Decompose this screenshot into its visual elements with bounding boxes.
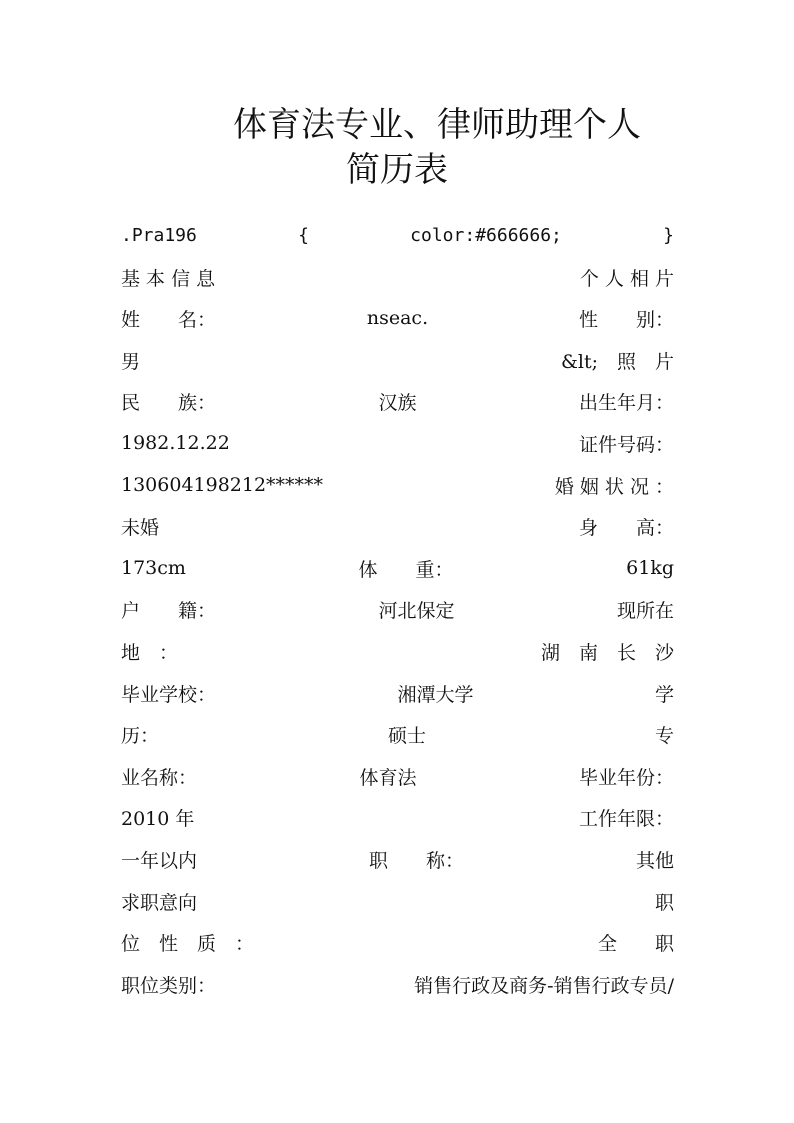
resume-cell: 职 称：	[368, 849, 464, 872]
resume-row	[121, 844, 674, 874]
resume-cell: 民 族：	[121, 391, 217, 414]
resume-cell: 婚 姻 状 况 ：	[554, 475, 674, 498]
resume-cell: 体育法	[359, 766, 417, 789]
resume-title-line-1: 体育法专业、律师助理个人	[233, 105, 641, 145]
resume-row	[121, 262, 674, 292]
resume-cell: 2010 年	[121, 807, 195, 830]
resume-cell: 专	[654, 724, 674, 747]
resume-row	[121, 511, 674, 541]
resume-row	[121, 636, 674, 666]
resume-cell: 销售行政及商务-销售行政专员/	[414, 974, 674, 997]
resume-cell: 职位类别：	[121, 974, 217, 997]
resume-cell: 130604198212******	[121, 474, 324, 496]
resume-cell: 其他	[635, 849, 674, 872]
resume-cell: color:#666666;	[410, 224, 562, 246]
resume-row	[121, 927, 674, 957]
resume-row	[121, 470, 674, 500]
resume-cell: 一年以内	[121, 849, 198, 872]
resume-cell: 全 职	[597, 932, 674, 955]
resume-cell: 61kg	[626, 557, 674, 579]
resume-cell: nseac.	[366, 307, 429, 329]
resume-row	[121, 678, 674, 708]
resume-cell: 户 籍：	[121, 599, 217, 622]
resume-row	[121, 969, 674, 999]
resume-cell: 湘潭大学	[397, 683, 474, 706]
resume-cell: 性 别：	[578, 308, 674, 331]
resume-cell: 求职意向	[121, 891, 198, 914]
resume-cell: 汉族	[378, 391, 417, 414]
resume-cell: 个 人 相 片	[579, 267, 674, 290]
resume-cell: 体 重：	[358, 558, 454, 581]
resume-row	[121, 345, 674, 375]
resume-cell: 业名称：	[121, 766, 198, 789]
resume-cell: 毕业年份：	[578, 766, 674, 789]
resume-row	[121, 719, 674, 749]
resume-row	[121, 594, 674, 624]
resume-cell: 职	[654, 891, 674, 914]
resume-cell: 工作年限：	[578, 807, 674, 830]
resume-row	[121, 802, 674, 832]
resume-cell: }	[663, 224, 674, 246]
resume-cell: 河北保定	[378, 599, 455, 622]
resume-cell: 湖 南 长 沙	[540, 641, 674, 664]
resume-row	[121, 761, 674, 791]
resume-row	[121, 220, 674, 250]
resume-cell: 现所在	[616, 599, 674, 622]
resume-cell: &lt; 照 片	[560, 350, 674, 373]
resume-cell: 未婚	[121, 516, 160, 539]
resume-cell: 1982.12.22	[121, 432, 230, 454]
resume-cell: 姓 名：	[121, 308, 217, 331]
resume-cell: 身 高：	[578, 516, 674, 539]
resume-cell: 地 ：	[121, 641, 179, 664]
resume-row	[121, 428, 674, 458]
resume-cell: 基 本 信 息	[121, 267, 216, 290]
resume-cell: 173cm	[121, 557, 186, 579]
resume-cell: 历：	[121, 724, 160, 747]
resume-cell: 出生年月：	[578, 391, 674, 414]
resume-cell: .Pra196	[121, 224, 197, 246]
resume-row	[121, 886, 674, 916]
resume-row	[121, 553, 674, 583]
resume-cell: 证件号码：	[578, 433, 674, 456]
resume-cell: 学	[654, 683, 674, 706]
resume-row	[121, 303, 674, 333]
resume-cell: 男	[121, 350, 141, 373]
resume-cell: 硕士	[387, 724, 426, 747]
resume-row	[121, 386, 674, 416]
resume-title-line-2: 简历表	[346, 150, 448, 190]
resume-cell: 位 性 质 ：	[121, 932, 255, 955]
resume-cell: 毕业学校：	[121, 683, 217, 706]
resume-cell: {	[298, 224, 309, 246]
